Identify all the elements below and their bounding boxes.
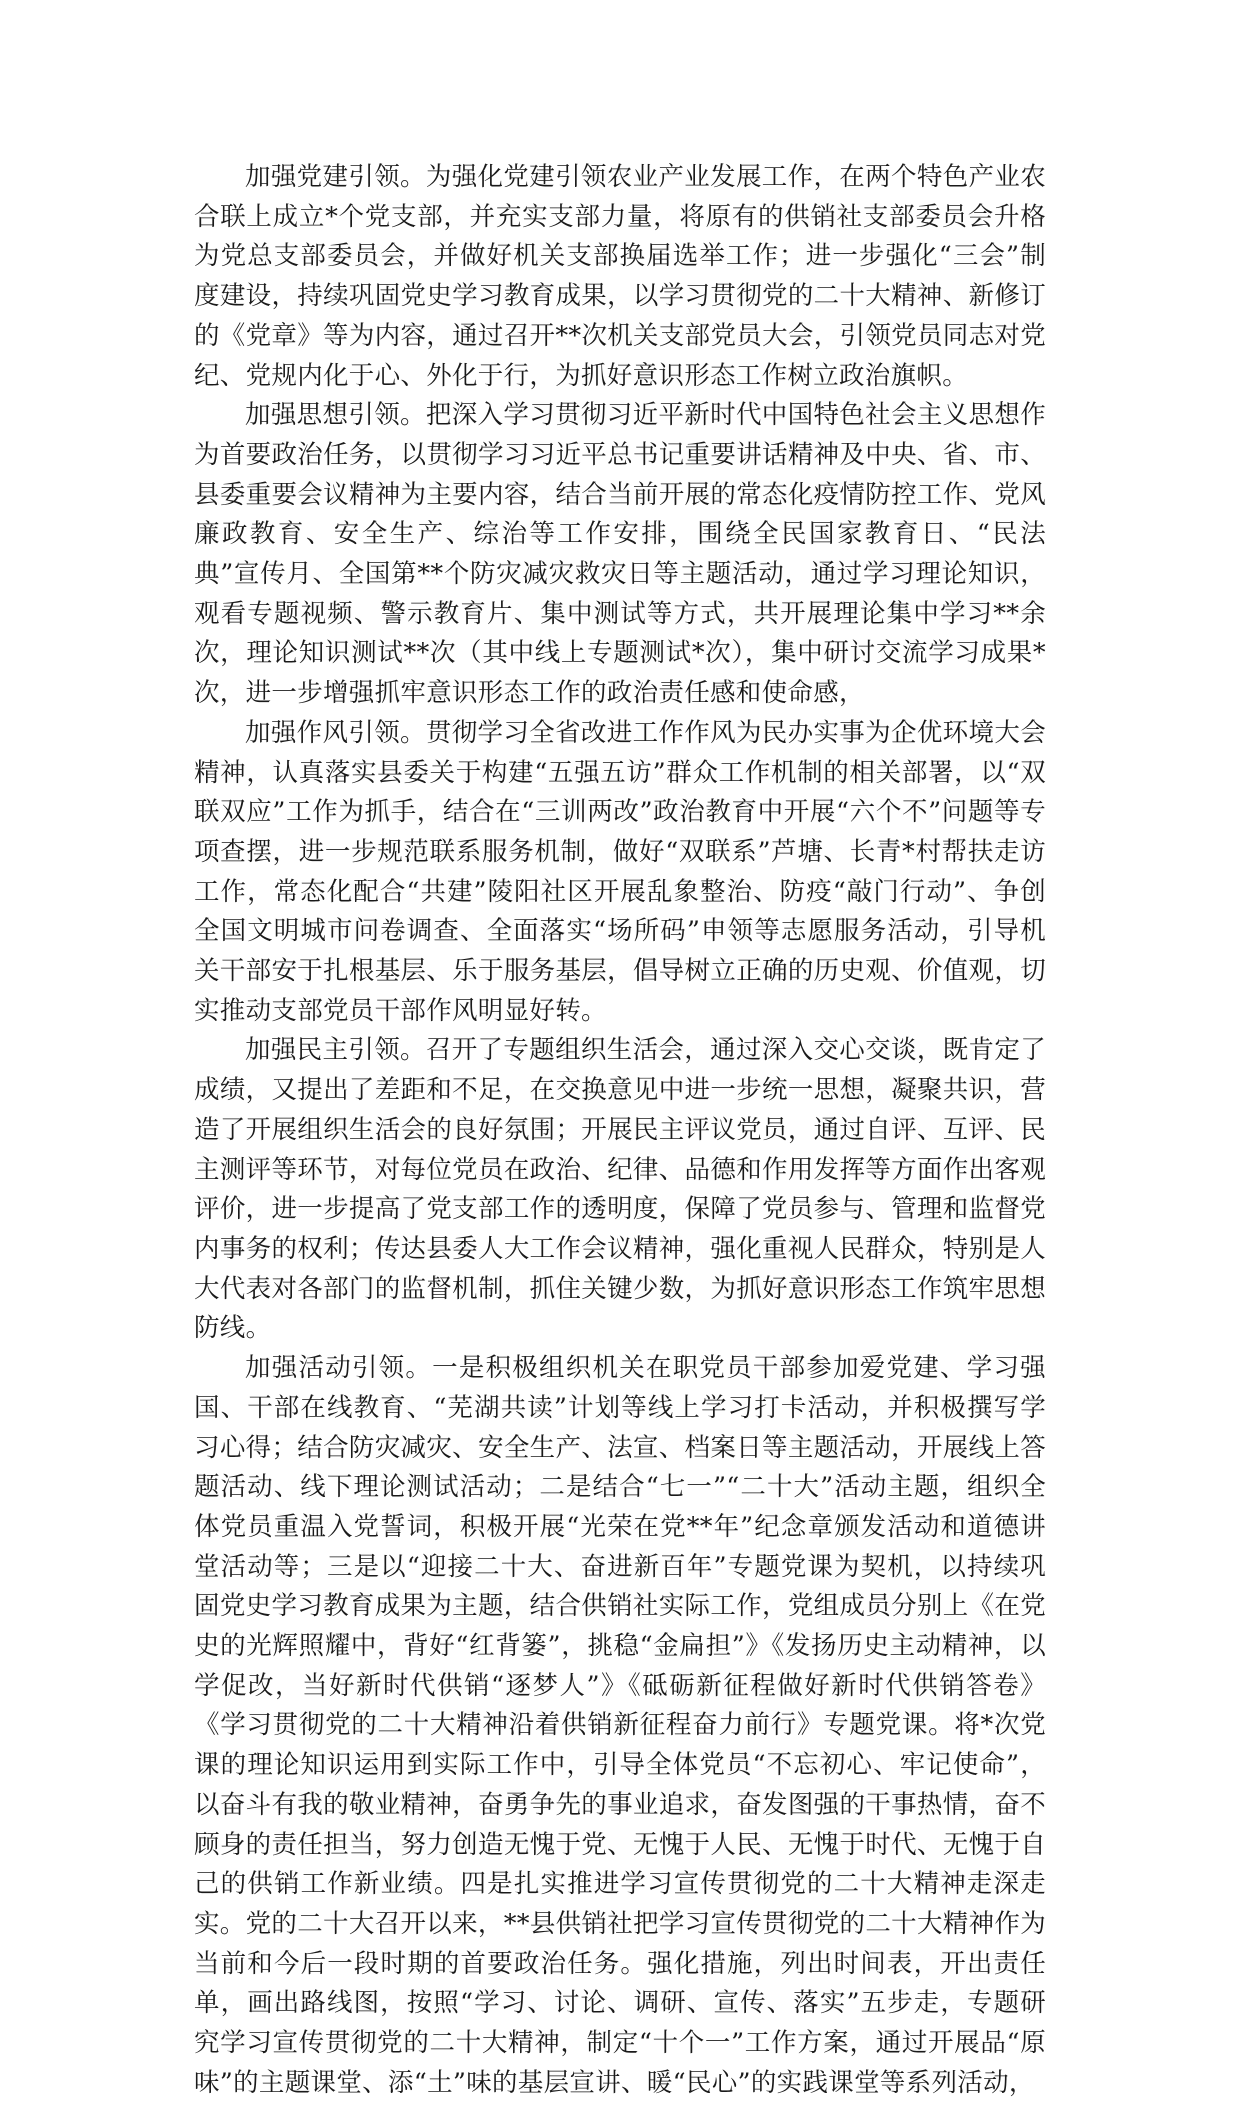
paragraph-activities: 加强活动引领。一是积极组织机关在职党员干部参加爱党建、学习强国、干部在线教育、“芜湖共读”计划等线上学习打卡活动，并积极撰写学习心得；结合防灾减灾、安全生产、法宣、档案日等主题活动，开展线上答题活动、线下理论测试活动；二是结合“七一”“二十大”活动主题，组织全体党员重温入党誓词，积极开展“光荣在党**年”纪念章颁发活动和道德讲堂活动等；三是以“迎接二十大、奋进新百年”专题党课为契机，以持续巩固党史学习教育成果为主题，结合供销社实际工作，党组成员分别上《在党史的光辉照耀中，背好“红背篓”，挑稳“金扁担”》《发扬历史主动精神，以学促改，当好新时代供销“逐梦人”》《砥砺新征程做好新时代供销答卷》《学习贯彻党的二十大精神沿着供销新征程奋力前行》专题党课。将*次党课的理论知识运用到实际工作中，引导全体党员“不忘初心、牢记使命”，以奋斗有我的敬业精神，奋勇争先的事业追求，奋发图强的干事热情，奋不顾身的责任担当，努力创造无愧于党、无愧于人民、无愧于时代、无愧于自己的供销工作新业绩。四是扎实推进学习宣传贯彻党的二十大精神走深走实。党的二十大召开以来，**县供销社把学习宣传贯彻党的二十大精神作为当前和今后一段时期的首要政治任务。强化措施，列出时间表，开出责任单，画出路线图，按照“学习、讨论、调研、宣传、落实”五步走，专题研究学习宣传贯彻党的二十大精神，制定“十个一”工作方案，通过开展品“原味”的主题课堂、添“土”味的基层宣讲、暖“民心”的实践课堂等系列活动， (194, 1353, 1046, 2098)
paragraph-party-building: 加强党建引领。为强化党建引领农业产业发展工作，在两个特色产业农合联上成立*个党支部，并充实支部力量，将原有的供销社支部委员会升格为党总支部委员会，并做好机关支部换届选举工作；进一步强化“三会”制度建设，持续巩固党史学习教育成果，以学习贯彻党的二十大精神、新修订的《党章》等为内容，通过召开**次机关支部党员大会，引领党员同志对党纪、党规内化于心、外化于行，为抓好意识形态工作树立政治旗帜。 (194, 162, 1046, 391)
paragraph-ideological-guidance: 加强思想引领。把深入学习贯彻习近平新时代中国特色社会主义思想作为首要政治任务，以贯彻学习习近平总书记重要讲话精神及中央、省、市、县委重要会议精神为主要内容，结合当前开展的常态化疫情防控工作、党风廉政教育、安全生产、综治等工作安排，围绕全民国家教育日、“民法典”宣传月、全国第**个防灾减灾救灾日等主题活动，通过学习理论知识，观看专题视频、警示教育片、集中测试等方式，共开展理论集中学习**余次，理论知识测试**次（其中线上专题测试*次），集中研讨交流学习成果*次，进一步增强抓牢意识形态工作的政治责任感和使命感， (194, 400, 1046, 709)
paragraph-democracy: 加强民主引领。召开了专题组织生活会，通过深入交心交谈，既肯定了成绩，又提出了差距和不足，在交换意见中进一步统一思想，凝聚共识，营造了开展组织生活会的良好氛围；开展民主评议党员，通过自评、互评、民主测评等环节，对每位党员在政治、纪律、品德和作用发挥等方面作出客观评价，进一步提高了党支部工作的透明度，保障了党员参与、管理和监督党内事务的权利；传达县委人大工作会议精神，强化重视人民群众，特别是人大代表对各部门的监督机制，抓住关键少数，为抓好意识形态工作筑牢思想防线。 (194, 1035, 1046, 1344)
document-body (194, 158, 1046, 2103)
paragraph-work-style: 加强作风引领。贯彻学习全省改进工作作风为民办实事为企优环境大会精神，认真落实县委关于构建“五强五访”群众工作机制的相关部署，以“双联双应”工作为抓手，结合在“三训两改”政治教育中开展“六个不”问题等专项查摆，进一步规范联系服务机制，做好“双联系”芦塘、长青*村帮扶走访工作，常态化配合“共建”陵阳社区开展乱象整治、防疫“敲门行动”、争创全国文明城市问卷调查、全面落实“场所码”申领等志愿服务活动，引导机关干部安于扎根基层、乐于服务基层，倡导树立正确的历史观、价值观，切实推动支部党员干部作风明显好转。 (194, 717, 1046, 1026)
